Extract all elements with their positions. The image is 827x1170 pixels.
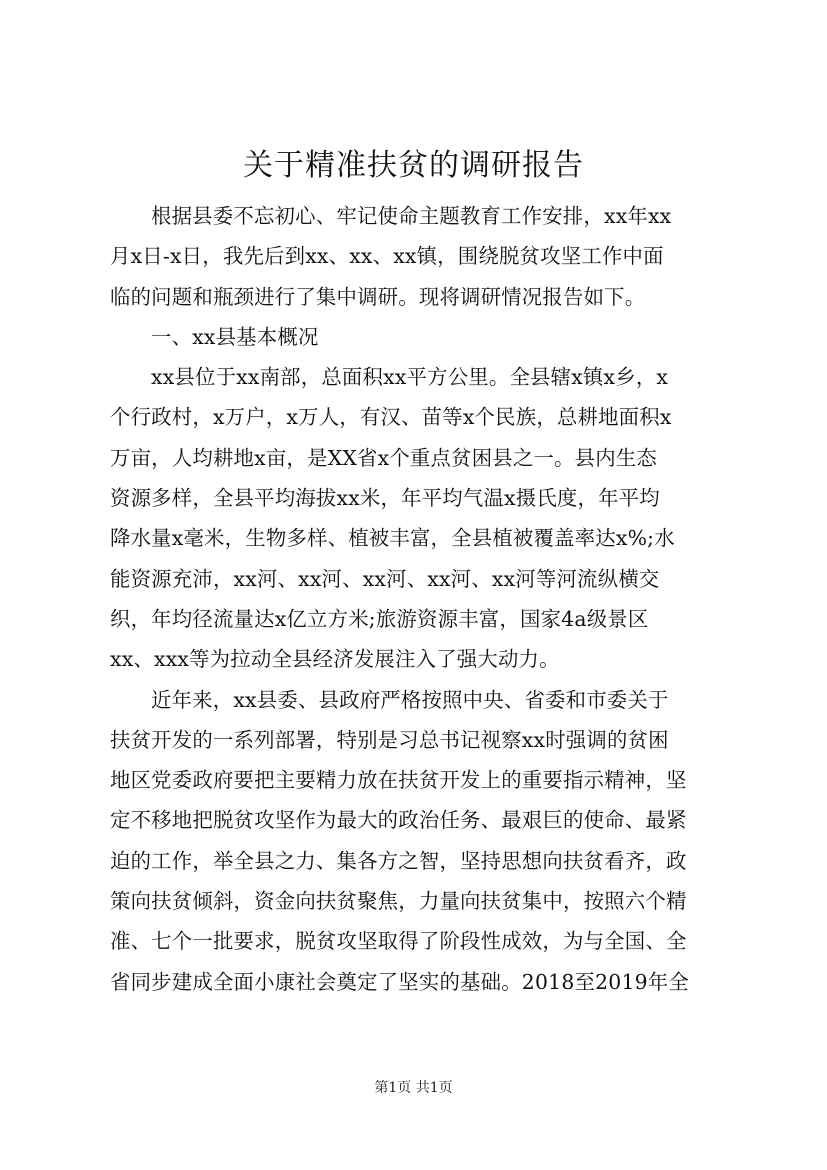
paragraph-line: 地区党委政府要把主要精力放在扶贫开发上的重要指示精神，坚 <box>110 768 687 793</box>
paragraph-line: 降水量x毫米，生物多样、植被丰富，全县植被覆盖率达x%;水 <box>110 526 675 551</box>
document-body <box>110 196 728 1002</box>
paragraph-line: 月x日-x日，我先后到xx、xx、xx镇，围绕脱贫攻坚工作中面 <box>110 244 664 269</box>
paragraph-line: 扶贫开发的一系列部署，特别是习总书记视察xx时强调的贫困 <box>110 727 669 752</box>
paragraph-line: 近年来，xx县委、县政府严格按照中央、省委和市委关于 <box>151 687 669 712</box>
paragraph-line: xx、xxx等为拉动全县经济发展注入了强大动力。 <box>110 647 560 672</box>
paragraph-line: xx县位于xx南部，总面积xx平方公里。全县辖x镇x乡，x <box>151 365 669 390</box>
paragraph-line: 准、七个一批要求，脱贫攻坚取得了阶段性成效，为与全国、全 <box>110 929 687 954</box>
paragraph-line: 织，年均径流量达x亿立方米;旅游资源丰富，国家4a级景区 <box>110 606 649 631</box>
paragraph-line: 万亩，人均耕地x亩，是XX省x个重点贫困县之一。县内生态 <box>110 445 658 470</box>
paragraph-line: 策向扶贫倾斜，资金向扶贫聚焦，力量向扶贫集中，按照六个精 <box>110 889 687 914</box>
paragraph-line: 定不移地把脱贫攻坚作为最大的政治任务、最艰巨的使命、最紧 <box>110 808 687 833</box>
paragraph-line: 根据县委不忘初心、牢记使命主题教育工作安排，xx年xx <box>151 204 672 228</box>
paragraph-line: 迫的工作，举全县之力、集各方之智，坚持思想向扶贫看齐，政 <box>110 848 687 873</box>
page-footer: 第1页 共1页 <box>374 1080 453 1096</box>
paragraph-line: 临的问题和瓶颈进行了集中调研。现将调研情况报告如下。 <box>110 284 646 309</box>
paragraph-line: 省同步建成全面小康社会奠定了坚实的基础。2018至2019年全 <box>110 969 689 994</box>
section-heading: 一、xx县基本概况 <box>151 324 319 349</box>
paragraph-line: 个行政村，x万户，x万人，有汉、苗等x个民族，总耕地面积x <box>110 405 672 430</box>
paragraph-line: 能资源充沛，xx河、xx河、xx河、xx河、xx河等河流纵横交 <box>110 566 660 591</box>
document-title: 关于精准扶贫的调研报告 <box>243 148 584 183</box>
paragraph-line: 资源多样，全县平均海拔xx米，年平均气温x摄氏度，年平均 <box>110 486 660 511</box>
